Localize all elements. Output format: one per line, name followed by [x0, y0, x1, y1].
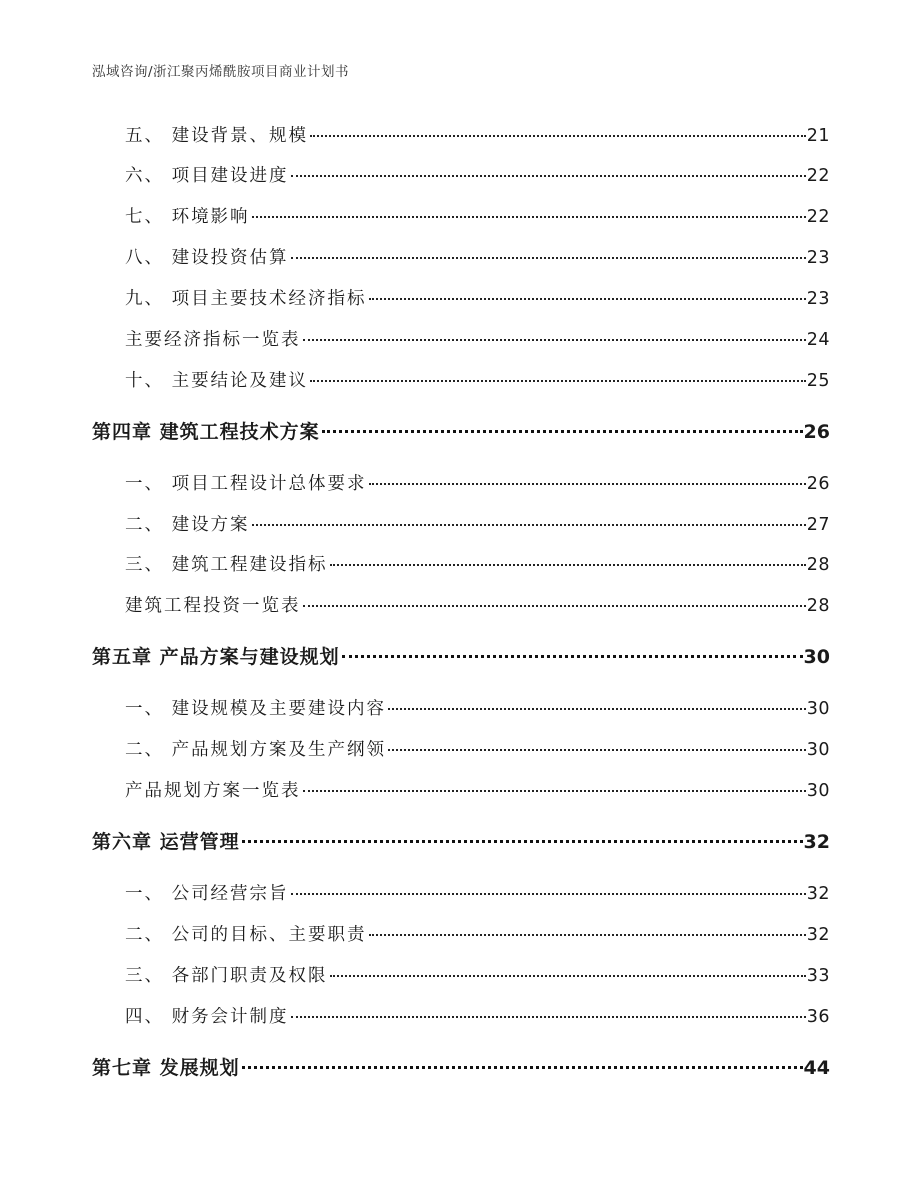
toc-entry[interactable] [92, 471, 830, 497]
toc-chapter-page: 32 [803, 831, 830, 853]
toc-entry[interactable] [92, 737, 830, 763]
toc-entry[interactable] [92, 163, 830, 189]
toc-chapter-label: 第四章 建筑工程技术方案 [92, 421, 320, 443]
toc-entry[interactable] [92, 881, 830, 907]
toc-entry-page: 25 [806, 371, 830, 391]
toc-entry-page: 23 [806, 289, 830, 309]
toc-entry-label: 五、 建设背景、规模 [125, 126, 309, 146]
toc-entry-label: 一、 项目工程设计总体要求 [125, 474, 367, 494]
toc-entry[interactable] [92, 368, 830, 394]
toc-chapter-page: 44 [803, 1057, 830, 1079]
toc-entry-page: 24 [806, 330, 830, 350]
toc-entry-page: 30 [806, 699, 830, 719]
toc-entry[interactable] [92, 922, 830, 948]
toc-entry-label: 一、 公司经营宗旨 [125, 884, 289, 904]
toc-entry-page: 30 [806, 781, 830, 801]
toc-entry-label: 四、 财务会计制度 [125, 1007, 289, 1027]
toc-leader-dots [369, 483, 806, 485]
toc-leader-dots [242, 1066, 803, 1069]
toc-entry[interactable] [92, 963, 830, 989]
toc-entry[interactable] [92, 552, 830, 578]
toc-leader-dots [303, 790, 806, 792]
page-header: 泓域咨询/浙江聚丙烯酰胺项目商业计划书 [92, 64, 350, 80]
toc-entry-label: 二、 产品规划方案及生产纲领 [125, 740, 387, 760]
toc-entry-page: 32 [806, 884, 830, 904]
toc-leader-dots [291, 1016, 806, 1018]
toc-entry-page: 30 [806, 740, 830, 760]
toc-entry-label: 七、 环境影响 [125, 207, 250, 227]
toc-entry-page: 32 [806, 925, 830, 945]
toc-leader-dots [369, 934, 806, 936]
toc-leader-dots [303, 605, 806, 607]
toc-entry-label: 一、 建设规模及主要建设内容 [125, 699, 387, 719]
toc-leader-dots [322, 430, 803, 433]
toc-entry[interactable] [92, 1004, 830, 1030]
toc-chapter-entry[interactable] [92, 828, 830, 856]
toc-entry[interactable] [92, 245, 830, 271]
toc-leader-dots [291, 257, 806, 259]
toc-entry[interactable] [92, 327, 830, 353]
toc-entry[interactable] [92, 778, 830, 804]
toc-entry-page: 28 [806, 555, 830, 575]
toc-chapter-label: 第七章 发展规划 [92, 1057, 240, 1079]
toc-entry-page: 22 [806, 207, 830, 227]
toc-leader-dots [252, 524, 806, 526]
toc-chapter-label: 第五章 产品方案与建设规划 [92, 646, 340, 668]
toc-entry-label: 二、 公司的目标、主要职责 [125, 925, 367, 945]
toc-chapter-entry[interactable] [92, 1054, 830, 1082]
toc-entry-label: 九、 项目主要技术经济指标 [125, 289, 367, 309]
toc-entry-page: 26 [806, 474, 830, 494]
toc-chapter-page: 30 [803, 646, 830, 668]
toc-entry[interactable] [92, 593, 830, 619]
toc-entry-label: 十、 主要结论及建议 [125, 371, 309, 391]
toc-entry[interactable] [92, 123, 830, 149]
toc-leader-dots [330, 975, 806, 977]
toc-entry-label: 三、 各部门职责及权限 [125, 966, 328, 986]
toc-chapter-label: 第六章 运营管理 [92, 831, 240, 853]
toc-leader-dots [388, 749, 806, 751]
toc-leader-dots [291, 175, 806, 177]
toc-leader-dots [242, 840, 803, 843]
toc-entry-label: 产品规划方案一览表 [125, 781, 301, 801]
toc-leader-dots [369, 298, 806, 300]
toc-entry-page: 23 [806, 248, 830, 268]
toc-leader-dots [291, 893, 806, 895]
toc-leader-dots [330, 564, 806, 566]
toc-entry[interactable] [92, 286, 830, 312]
toc-entry-label: 八、 建设投资估算 [125, 248, 289, 268]
toc-entry-label: 二、 建设方案 [125, 515, 250, 535]
toc-entry-page: 27 [806, 515, 830, 535]
toc-leader-dots [303, 339, 806, 341]
toc-entry-page: 22 [806, 166, 830, 186]
toc-entry-label: 主要经济指标一览表 [125, 330, 301, 350]
toc-leader-dots [342, 655, 803, 658]
toc-entry-page: 33 [806, 966, 830, 986]
toc-leader-dots [388, 708, 806, 710]
toc-leader-dots [310, 380, 806, 382]
toc-leader-dots [310, 135, 806, 137]
toc-chapter-entry[interactable] [92, 418, 830, 446]
toc-chapter-page: 26 [803, 421, 830, 443]
toc-entry[interactable] [92, 696, 830, 722]
toc-leader-dots [252, 216, 806, 218]
toc-entry-page: 28 [806, 596, 830, 616]
toc-entry-page: 36 [806, 1007, 830, 1027]
toc-entry-label: 三、 建筑工程建设指标 [125, 555, 328, 575]
toc-entry-label: 建筑工程投资一览表 [125, 596, 301, 616]
toc-entry[interactable] [92, 204, 830, 230]
toc-entry-page: 21 [806, 126, 830, 146]
toc-entry-label: 六、 项目建设进度 [125, 166, 289, 186]
toc-entry[interactable] [92, 512, 830, 538]
toc-chapter-entry[interactable] [92, 643, 830, 671]
